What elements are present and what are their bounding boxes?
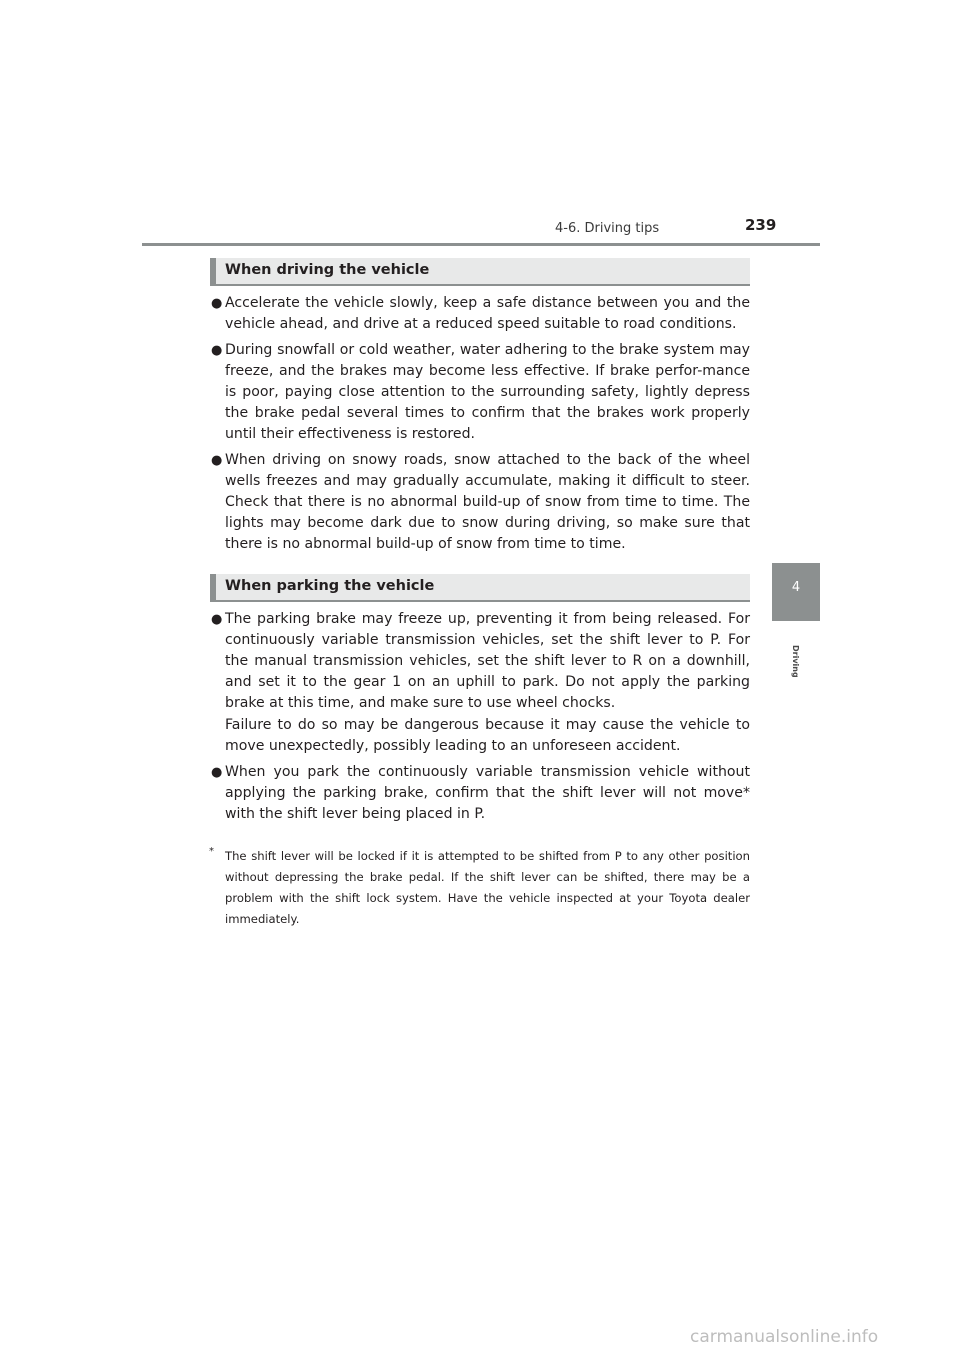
bullet-icon: ● bbox=[211, 343, 223, 358]
section-title: 4-6. Driving tips bbox=[555, 221, 660, 236]
list-item bbox=[211, 762, 750, 825]
chapter-tab bbox=[772, 563, 820, 621]
bullet-text: Accelerate the vehicle slowly, keep a safe distance between you and the vehicle ahead, and drive at a reduced speed suitable to road conditions. bbox=[225, 295, 750, 332]
driving-bullet-list bbox=[211, 293, 750, 555]
parking-bullet-list bbox=[211, 609, 750, 825]
chapter-label: Driving bbox=[791, 645, 800, 678]
list-item bbox=[211, 450, 750, 555]
footnote-mark: * bbox=[209, 846, 214, 857]
bullet-text: When driving on snowy roads, snow attached to the back of the wheel wells freezes and may gradually accumulate, making it difficult to steer. Check that there is no abnormal build-up of snow from time to time. The lights may become dark due to snow during driving, so make sure that there is no abnormal build-up of snow from time to time. bbox=[225, 452, 750, 552]
bullet-icon: ● bbox=[211, 453, 223, 468]
footnote-text: The shift lever will be locked if it is attempted to be shifted from P to any other position without depressing the brake pedal. If the shift lever can be shifted, there may be a problem with the shift lock system. Have the vehicle inspected at your Toyota dealer immediately. bbox=[225, 849, 750, 926]
watermark: carmanualsonline.info bbox=[690, 1327, 879, 1347]
heading-parking bbox=[210, 574, 750, 602]
list-item bbox=[211, 609, 750, 757]
heading-driving-text: When driving the vehicle bbox=[225, 262, 430, 278]
heading-driving bbox=[210, 258, 750, 286]
bullet-icon: ● bbox=[211, 612, 223, 627]
bullet-icon: ● bbox=[211, 296, 223, 311]
bullet-text: The parking brake may freeze up, preventing it from being released. For continuously variable transmission vehicles, set the shift lever to P. For the manual transmission vehicles, set the shift lever to R on a downhill, and set it to the gear 1 on an uphill to park. Do not apply the parking brake at this time, and make sure to use wheel chocks. bbox=[225, 611, 750, 711]
bullet-text: When you park the continuously variable transmission vehicle without applying the parking brake, confirm that the shift lever will not move* with the shift lever being placed in P. bbox=[225, 764, 750, 822]
page-number: 239 bbox=[745, 216, 777, 234]
bullet-note: Failure to do so may be dangerous because it may cause the vehicle to move unexpectedly, possibly leading to an unforeseen accident. bbox=[225, 717, 750, 754]
bullet-text: During snowfall or cold weather, water adhering to the brake system may freeze, and the brakes may become less effective. If brake perfor-mance is poor, paying close attention to the surrounding safety, lightly depress the brake pedal several times to confirm that the brakes work properly until their effectiveness is restored. bbox=[225, 342, 750, 442]
bullet-icon: ● bbox=[211, 765, 223, 780]
list-item bbox=[211, 293, 750, 335]
header-divider bbox=[142, 243, 820, 246]
heading-parking-text: When parking the vehicle bbox=[225, 578, 435, 594]
chapter-number: 4 bbox=[791, 580, 801, 595]
list-item bbox=[211, 340, 750, 445]
footnote bbox=[209, 846, 750, 930]
